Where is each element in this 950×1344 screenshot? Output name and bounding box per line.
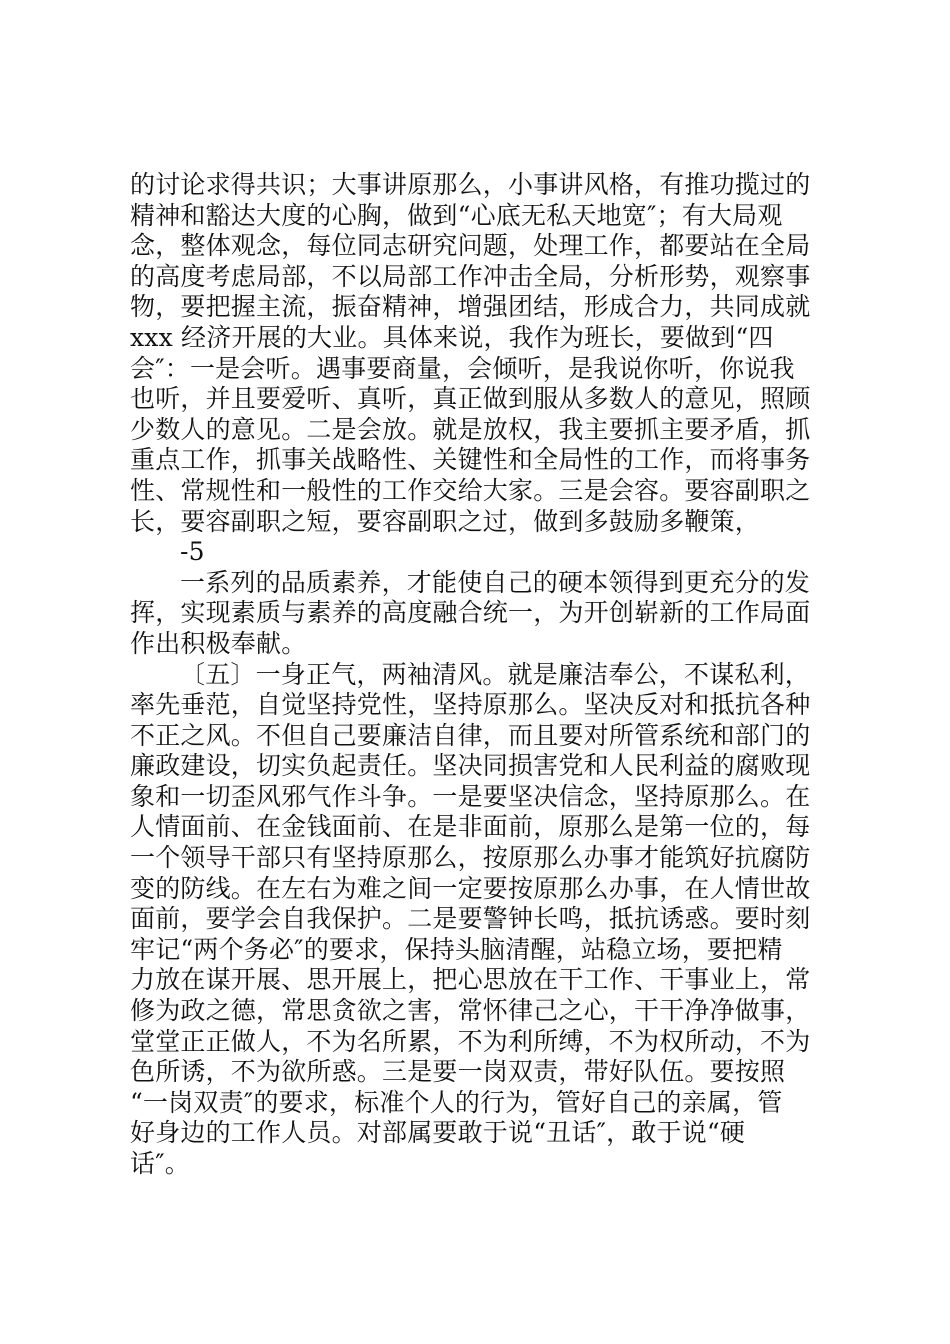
text-line: 重点工作，抓事关战略性、关键性和全局性的工作，而将事务 — [130, 445, 811, 475]
text-line: 牢记“两个务必″的要求，保持头脑清醒，站稳立场，要把精 — [130, 934, 783, 964]
text-line: 念，整体观念，每位同志研究问题，处理工作，都要站在全局 — [130, 231, 811, 261]
text-line: 人情面前、在金钱面前、在是非面前，原那么是第一位的，每 — [130, 812, 811, 842]
section-heading-line: 〔五〕一身正气，两袖清风。就是廉洁奉公，不谋私利， — [180, 659, 811, 689]
text-line: xxx 经济开展的大业。具体来说，我作为班长，要做到“四 — [130, 322, 774, 352]
text-line: 话″。 — [130, 1149, 190, 1178]
text-line: “一岗双责″的要求，标准个人的行为，管好自己的亲属，管 — [130, 1087, 783, 1117]
text-line: 也听，并且要爱听、真听，真正做到服从多数人的意见，照顾 — [130, 384, 811, 414]
text-line: 堂堂正正做人，不为名所累，不为利所缚，不为权所动，不为 — [130, 1026, 811, 1056]
text-line: 变的防线。在左右为难之间一定要按原那么办事，在人情世故 — [130, 873, 811, 903]
text-line: 廉政建设，切实负起责任。坚决同损害党和人民利益的腐败现 — [130, 751, 811, 781]
text-line: 力放在谋开展、思开展上，把心思放在干工作、干事业上，常 — [130, 965, 811, 995]
text-line: 修为政之德，常思贪欲之害，常怀律己之心，干干净净做事， — [130, 996, 811, 1026]
text-line: 面前，要学会自我保护。二是要警钟长鸣，抵抗诱惑。要时刻 — [130, 904, 811, 934]
text-line: 作出积极奉献。 — [130, 628, 307, 658]
text-line: 的高度考虑局部，不以局部工作冲击全局，分析形势，观察事 — [130, 261, 811, 291]
text-line: 少数人的意见。二是会放。就是放权，我主要抓主要矛盾，抓 — [130, 414, 811, 444]
text-line: 象和一切歪风邪气作斗争。一是要坚决信念，坚持原那么。在 — [130, 781, 811, 811]
text-line: 率先垂范，自觉坚持党性，坚持原那么。坚决反对和抵抗各种 — [130, 690, 811, 720]
body-text — [130, 170, 830, 1180]
text-line: 长，要容副职之短，要容副职之过，做到多鼓励多鞭策， — [130, 506, 761, 536]
text-line: 一个领导干部只有坚持原那么，按原那么办事才能筑好抗腐防 — [130, 843, 811, 873]
text-line: 好身边的工作人员。对部属要敢于说“丑话″，敢于说“硬 — [130, 1118, 746, 1148]
text-line: 性、常规性和一般性的工作交给大家。三是会容。要容副职之 — [130, 475, 811, 505]
text-line: 物，要把握主流，振奋精神，增强团结，形成合力，共同成就 — [130, 292, 811, 322]
text-line: 挥，实现素质与素养的高度融合统一，为开创崭新的工作局面 — [130, 598, 811, 628]
text-line: 色所诱，不为欲所惑。三是要一岗双责，带好队伍。要按照 — [130, 1057, 786, 1087]
text-line: 会″：一是会听。遇事要商量，会倾听，是我说你听，你说我 — [130, 353, 795, 383]
text-line: 的讨论求得共识；大事讲原那么，小事讲风格，有推功揽过的 — [130, 170, 811, 199]
paragraph-start: 一系列的品质素养，才能使自己的硬本领得到更充分的发 — [180, 567, 811, 597]
text-line: 不正之风。不但自己要廉洁自律，而且要对所管系统和部门的 — [130, 720, 811, 750]
page-marker: -5 — [180, 537, 205, 567]
text-line: 精神和豁达大度的心胸，做到“心底无私天地宽″；有大局观 — [130, 200, 783, 230]
